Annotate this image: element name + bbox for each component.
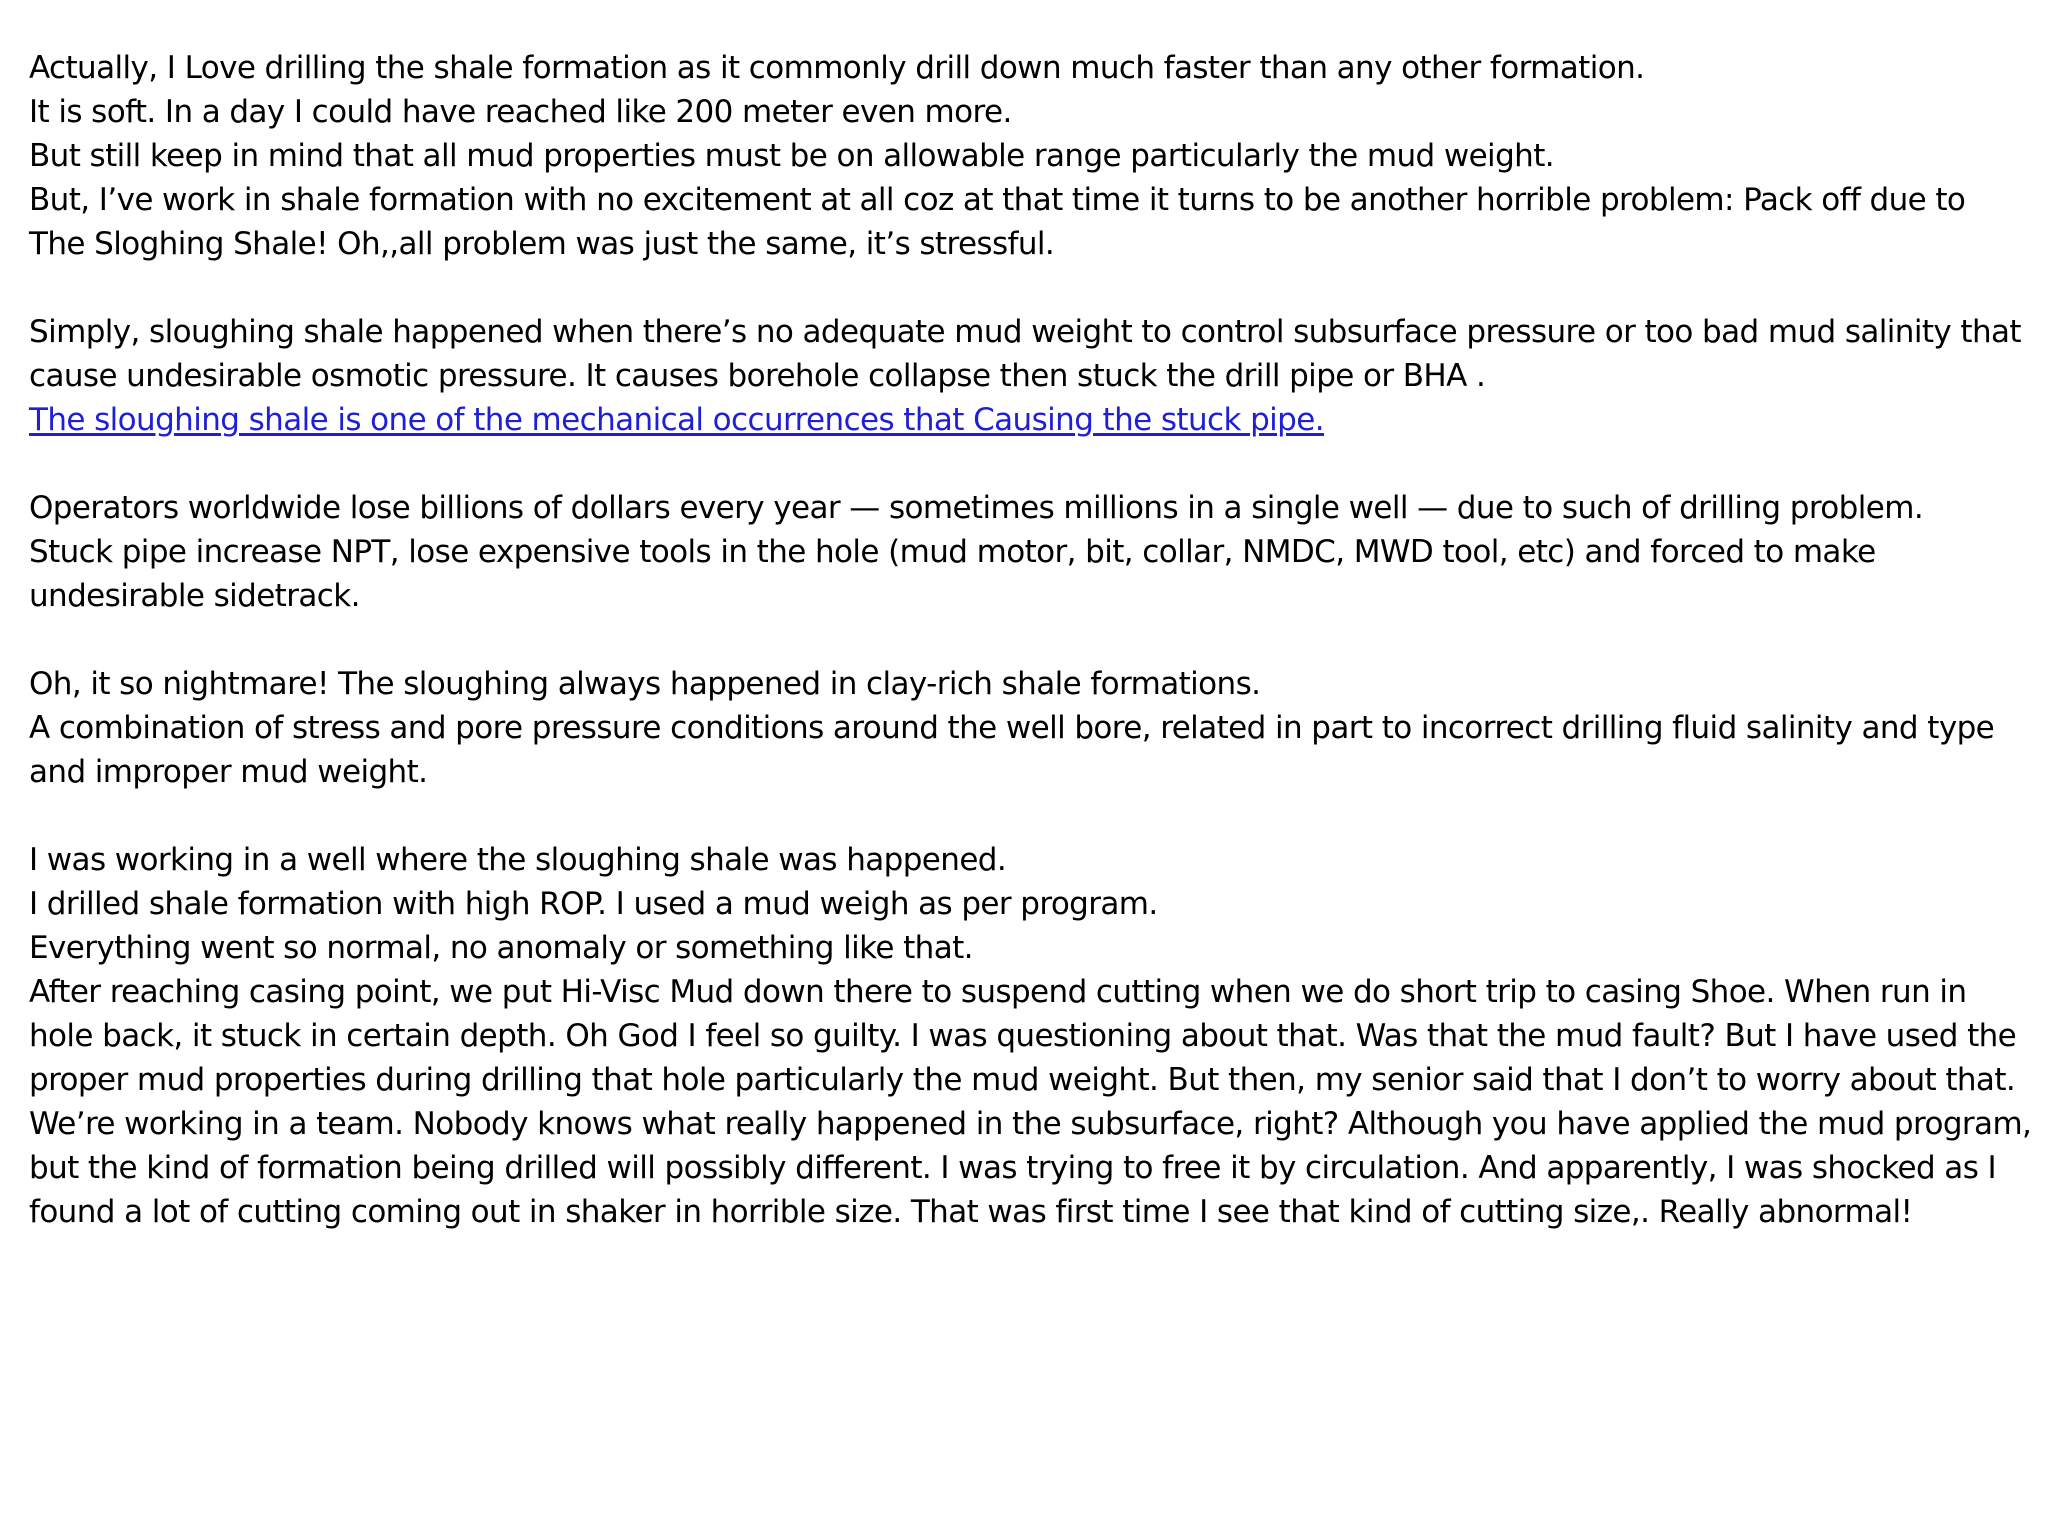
text-line: found a lot of cutting coming out in shaker in horrible size. That was first time I see that kind of cutting size,. Really abnormal! <box>29 1194 1913 1230</box>
text-line: Simply, sloughing shale happened when there’s no adequate mud weight to control subsurface pressure or too bad mud salinity that <box>29 314 2021 350</box>
text-line: Operators worldwide lose billions of dollars every year — sometimes millions in a single well — due to such of drilling problem. <box>29 490 1924 526</box>
text-line: undesirable sidetrack. <box>29 578 360 614</box>
text-line: I drilled shale formation with high ROP. I used a mud weigh as per program. <box>29 886 1158 922</box>
text-line: But still keep in mind that all mud properties must be on allowable range particularly the mud weight. <box>29 138 1555 174</box>
text-line: proper mud properties during drilling that hole particularly the mud weight. But then, my senior said that I don’t to worry about that. <box>29 1062 2016 1098</box>
text-line: But, I’ve work in shale formation with no excitement at all coz at that time it turns to be another horrible problem: Pack off due to <box>29 182 1966 218</box>
document-body <box>29 46 2032 1234</box>
text-line: I was working in a well where the sloughing shale was happened. <box>29 842 1007 878</box>
paragraph-spacer <box>29 442 2029 486</box>
text-line: Oh, it so nightmare! The sloughing always happened in clay-rich shale formations. <box>29 666 1261 702</box>
paragraph-spacer <box>29 794 2029 838</box>
text-line: The Sloghing Shale! Oh,,all problem was just the same, it’s stressful. <box>29 226 1055 262</box>
text-line: After reaching casing point, we put Hi-Visc Mud down there to suspend cutting when we do short trip to casing Shoe. When run in <box>29 974 1967 1010</box>
text-line: A combination of stress and pore pressure conditions around the well bore, related in part to incorrect drilling fluid salinity and type <box>29 710 1995 746</box>
text-line: and improper mud weight. <box>29 754 428 790</box>
paragraph-5 <box>29 838 2032 1234</box>
text-line: cause undesirable osmotic pressure. It causes borehole collapse then stuck the drill pipe or BHA . <box>29 358 1486 394</box>
text-line: It is soft. In a day I could have reached like 200 meter even more. <box>29 94 1012 130</box>
paragraph-3 <box>29 486 2029 618</box>
text-line: hole back, it stuck in certain depth. Oh God I feel so guilty. I was questioning about that. Was that the mud fault? But I have used the <box>29 1018 2017 1054</box>
text-line: Stuck pipe increase NPT, lose expensive tools in the hole (mud motor, bit, collar, NMDC, MWD tool, etc) and forced to make <box>29 534 1876 570</box>
text-line: Actually, I Love drilling the shale formation as it commonly drill down much faster than any other formation. <box>29 50 1645 86</box>
paragraph-4 <box>29 662 2029 794</box>
stuck-pipe-link[interactable]: The sloughing shale is one of the mechanical occurrences that Causing the stuck pipe. <box>29 402 1324 438</box>
paragraph-spacer <box>29 266 2029 310</box>
text-line: Everything went so normal, no anomaly or something like that. <box>29 930 973 966</box>
paragraph-1 <box>29 46 2029 266</box>
text-line: We’re working in a team. Nobody knows what really happened in the subsurface, right? Although you have applied the mud program, <box>29 1106 2032 1142</box>
paragraph-spacer <box>29 618 2029 662</box>
text-line: but the kind of formation being drilled will possibly different. I was trying to free it by circulation. And apparently, I was shocked as I <box>29 1150 1997 1186</box>
paragraph-2 <box>29 310 2029 442</box>
